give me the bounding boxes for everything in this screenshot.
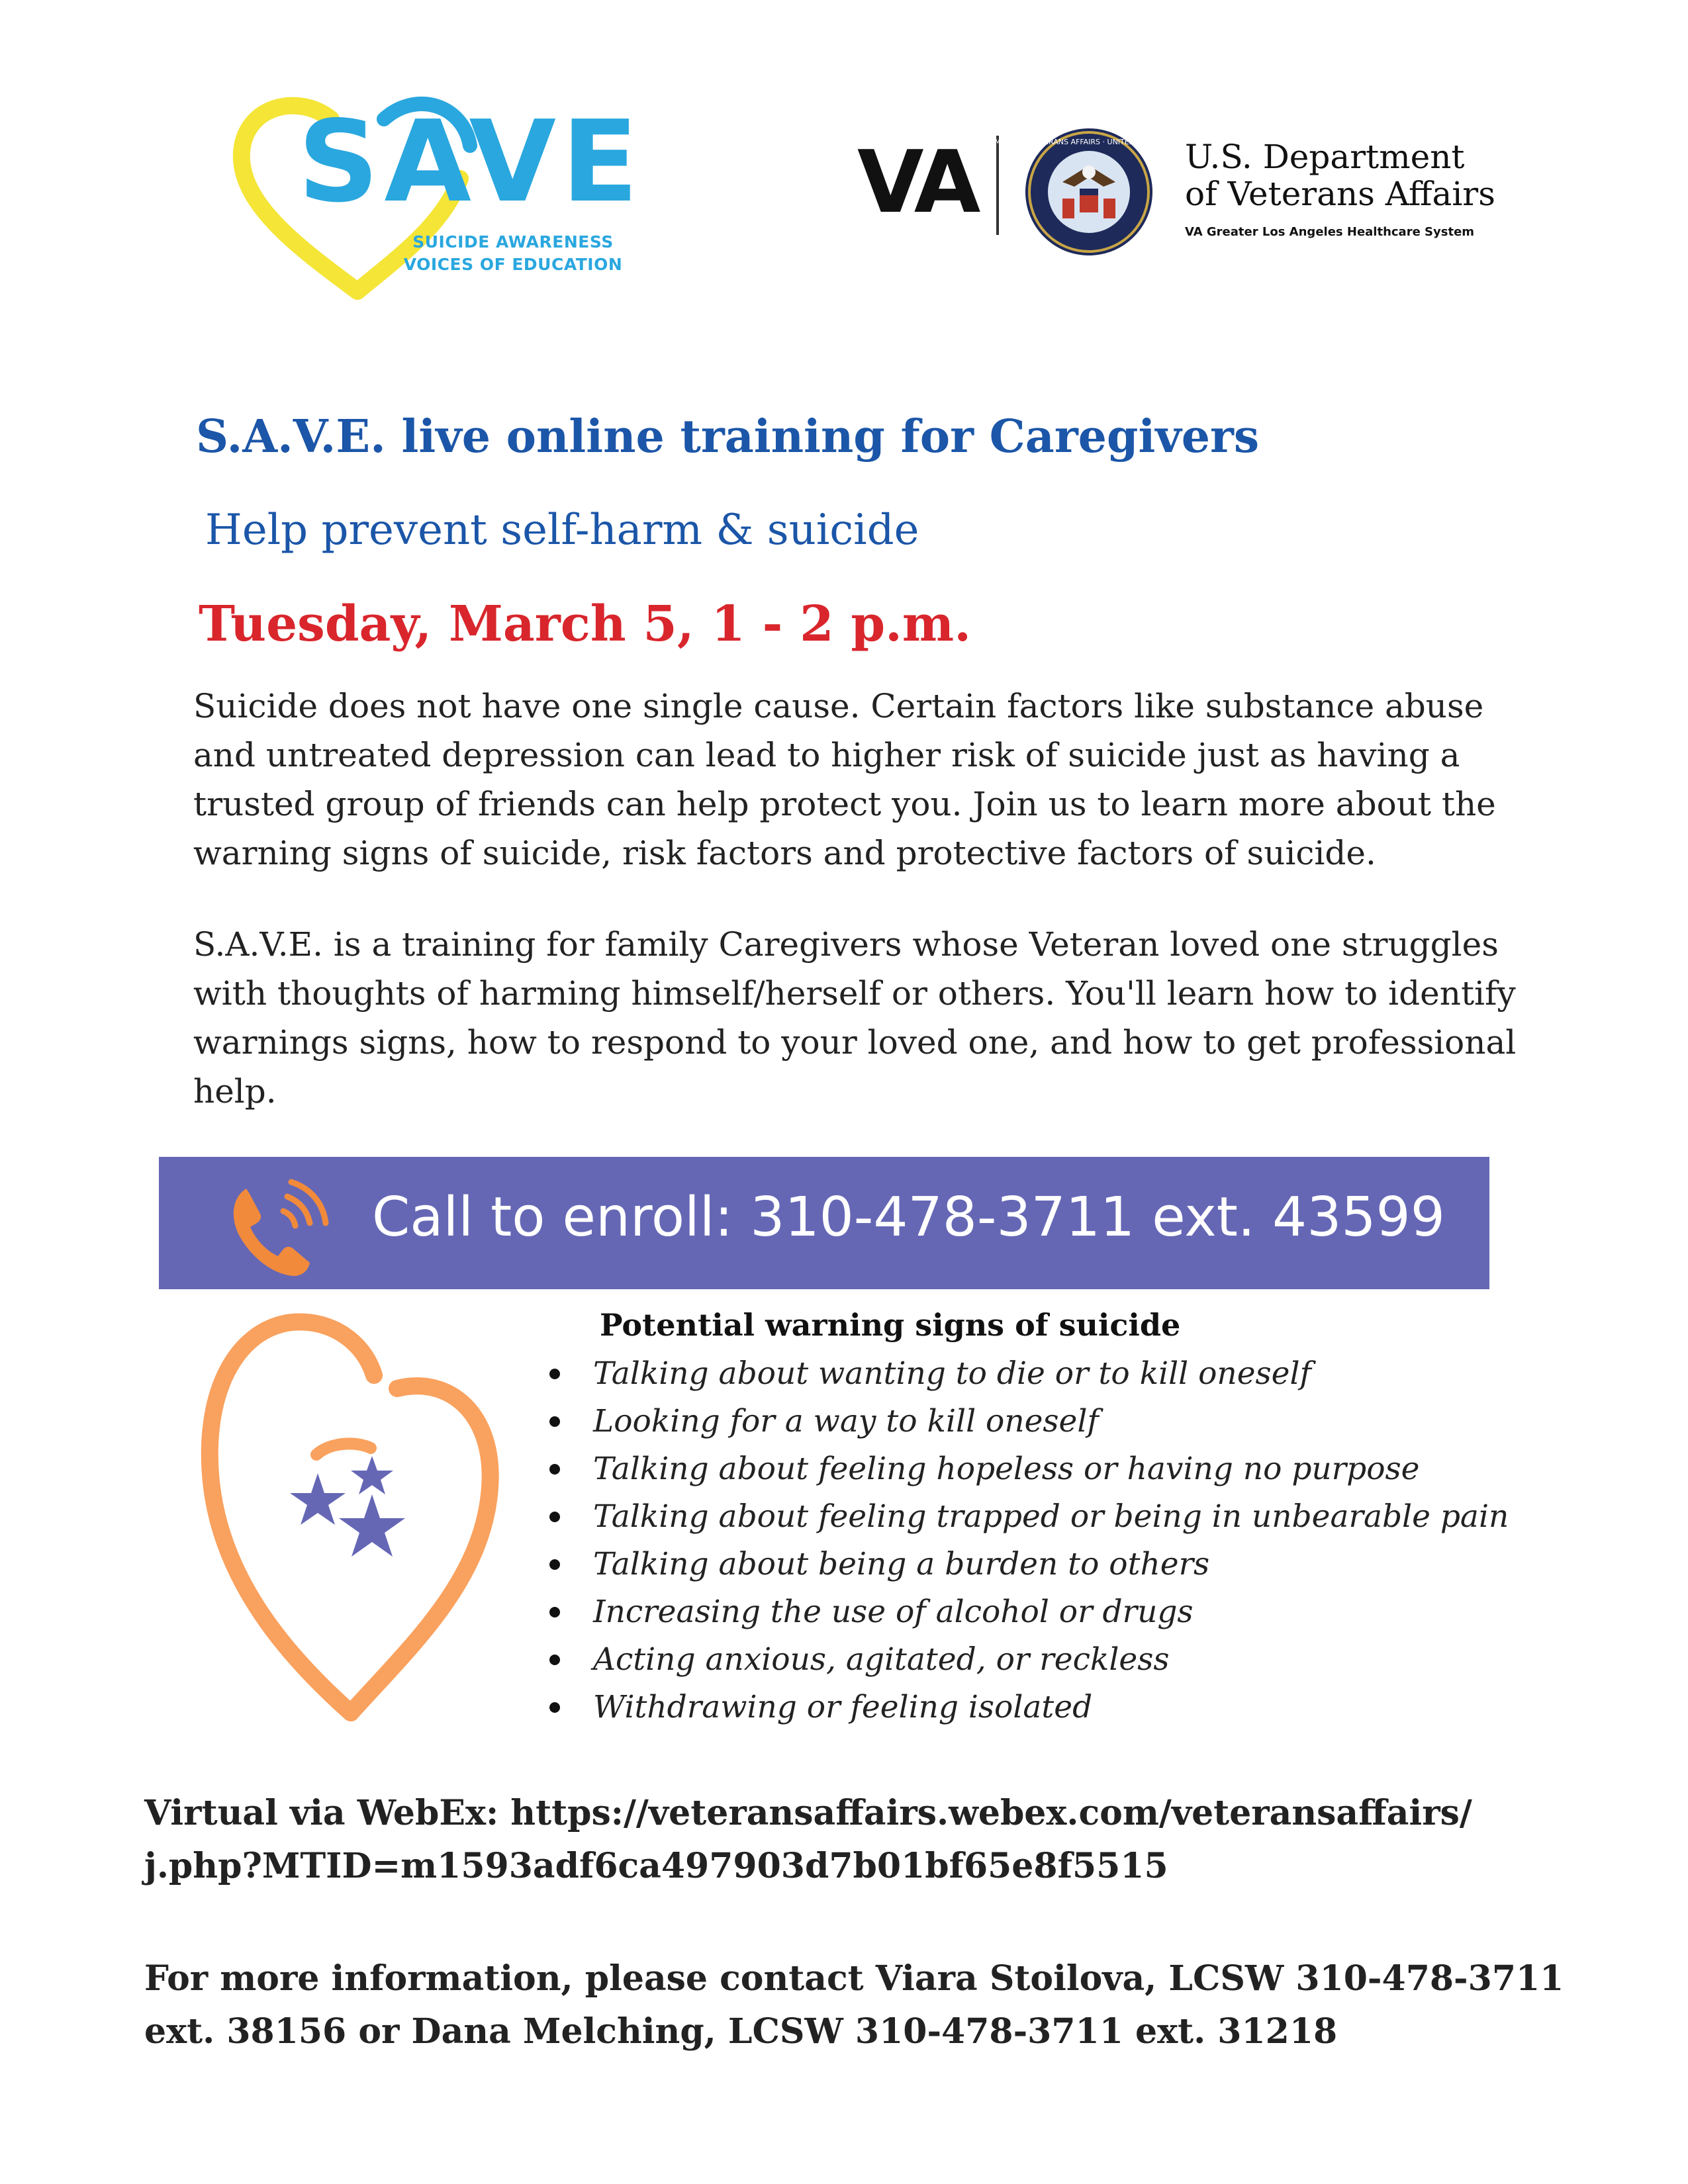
warning-sign-item: Looking for a way to kill oneself xyxy=(549,1398,1509,1445)
warning-signs-list xyxy=(549,1350,1509,1731)
warning-sign-item: Talking about feeling hopeless or having no purpose xyxy=(549,1445,1509,1493)
intro-paragraph: Suicide does not have one single cause. Certain factors like substance abuse and untreated depression can lead to higher risk of suicide just as having a trusted group of friends can help protect you. Join us to learn more about the warning signs of suicide, risk factors and protective factors of suicide. xyxy=(193,687,1496,872)
page-title: S.A.V.E. live online training for Caregivers xyxy=(196,410,1260,463)
warning-signs-heading: Potential warning signs of suicide xyxy=(600,1307,1181,1343)
contact-info: For more information, please contact Viara Stoilova, LCSW 310-478-3711 ext. 38156 or Dana Melching, LCSW 310-478-3711 ext. 31218 xyxy=(144,1958,1564,2052)
phone-icon xyxy=(220,1170,332,1283)
webex-link-text: Virtual via WebEx: https://veteransaffairs.webex.com/veteransaffairs/ j.php?MTID=m1593adf6ca497903d7b01bf65e8f5515 xyxy=(144,1793,1472,1886)
save-subtitle-line2: VOICES OF EDUCATION xyxy=(403,255,623,274)
enroll-banner xyxy=(159,1157,1489,1289)
heart-stars-icon xyxy=(199,1302,503,1726)
save-wordmark: SAVE xyxy=(298,97,644,228)
enroll-text: Call to enroll: 310-478-3711 ext. 43599 xyxy=(372,1186,1445,1249)
event-date: Tuesday, March 5, 1 - 2 p.m. xyxy=(199,596,971,653)
page-subtitle: Help prevent self-harm & suicide xyxy=(205,506,919,555)
va-wordmark: VA xyxy=(857,132,977,232)
warning-sign-item: Withdrawing or feeling isolated xyxy=(549,1684,1509,1731)
warning-sign-item: Talking about feeling trapped or being in unbearable pain xyxy=(549,1493,1509,1541)
va-divider xyxy=(996,136,999,235)
warning-sign-item: Increasing the use of alcohol or drugs xyxy=(549,1588,1509,1636)
va-seal-text-top: DEPARTMENT OF VETERANS AFFAIRS · UNITED STATES OF AMERICA xyxy=(966,138,1211,146)
va-dept-line1: U.S. Department xyxy=(1185,138,1465,176)
warning-sign-item: Acting anxious, agitated, or reckless xyxy=(549,1636,1509,1684)
save-subtitle-line1: SUICIDE AWARENESS xyxy=(412,232,614,251)
va-seal-icon xyxy=(966,126,1211,258)
description-paragraph: S.A.V.E. is a training for family Caregivers whose Veteran loved one struggles with thoughts of harming himself/herself or others. You'll learn how to identify warnings signs, how to respond to your loved one, and how to get professional help. xyxy=(193,925,1517,1111)
save-logo xyxy=(225,93,644,304)
va-subunit: VA Greater Los Angeles Healthcare System xyxy=(1185,225,1475,239)
va-dept-line2: of Veterans Affairs xyxy=(1185,175,1495,213)
warning-sign-item: Talking about being a burden to others xyxy=(549,1541,1509,1588)
warning-sign-item: Talking about wanting to die or to kill oneself xyxy=(549,1350,1509,1398)
